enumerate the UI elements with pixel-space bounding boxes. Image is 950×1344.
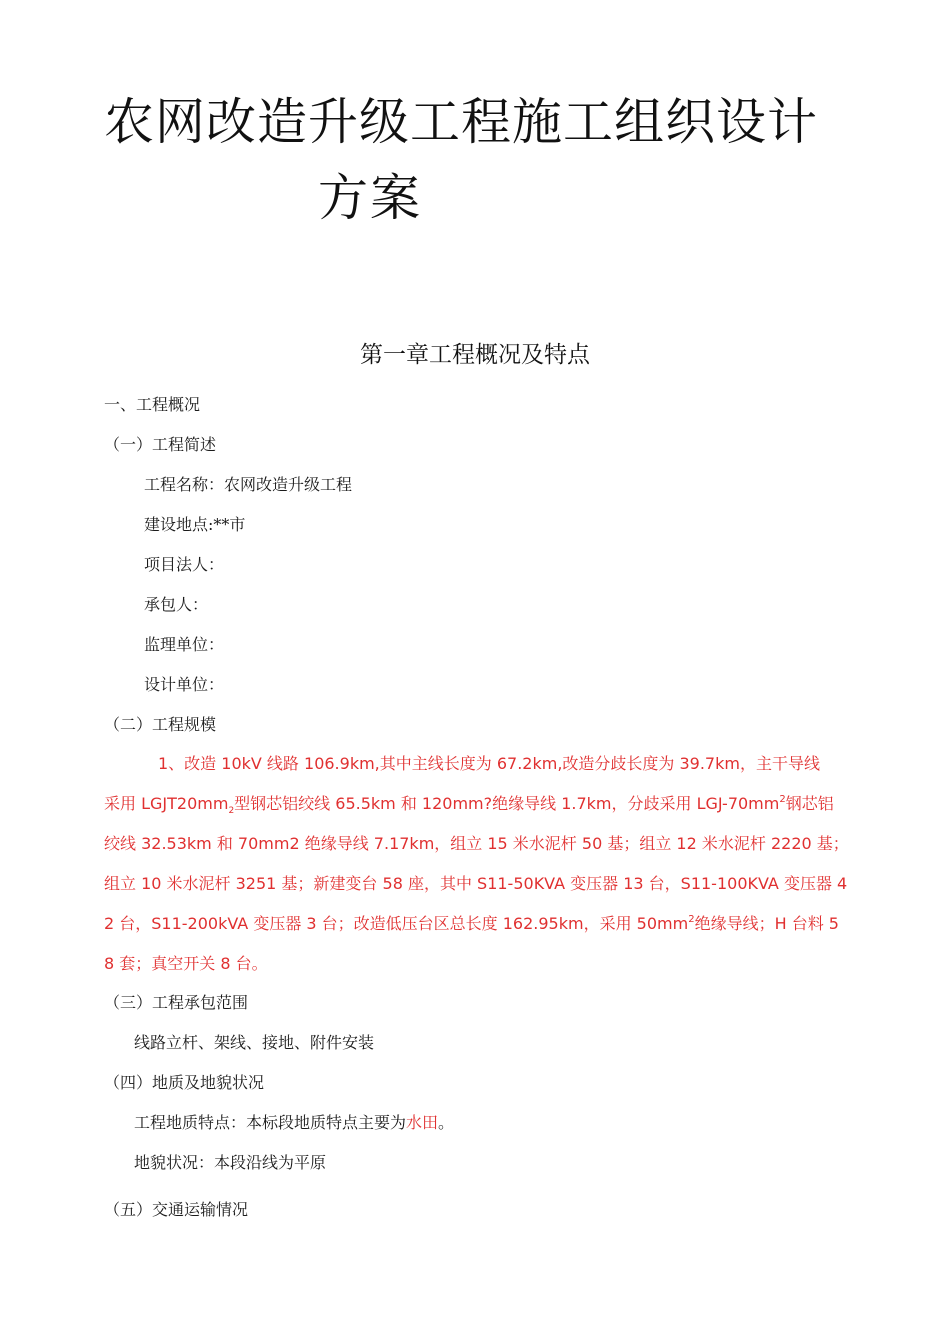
scale-text: 采用 LGJT20mm <box>104 794 229 813</box>
location-field: 建设地点:**市 <box>144 515 246 534</box>
scale-paragraph-line6: 8 套；真空开关 8 台。 <box>104 954 268 973</box>
subsection-heading-scope: （三）工程承包范围 <box>104 993 249 1012</box>
scale-paragraph-line2 <box>104 791 834 817</box>
geology-prefix: 工程地质特点：本标段地质特点主要为 <box>134 1113 407 1132</box>
geology-suffix: 。 <box>438 1113 455 1132</box>
subsection-heading-geology: （四）地质及地貌状况 <box>104 1073 265 1092</box>
landform-text: 地貌状况：本段沿线为平原 <box>134 1153 327 1172</box>
scale-paragraph-line3: 绞线 32.53km 和 70mm2 绝缘导线 7.17km，组立 15 米水泥杆 50 基；组立 12 米水泥杆 2220 基； <box>104 834 849 853</box>
project-name-field: 工程名称：农网改造升级工程 <box>144 475 353 494</box>
subscript: 2 <box>228 806 235 817</box>
supervisor-field: 监理单位： <box>144 635 225 654</box>
scope-text: 线路立杆、架线、接地、附件安装 <box>134 1033 375 1052</box>
subsection-heading-transport: （五）交通运输情况 <box>104 1200 249 1219</box>
scale-text: 钢芯铝 <box>785 794 834 813</box>
legal-person-field: 项目法人： <box>144 555 225 574</box>
contractor-field: 承包人： <box>144 595 209 614</box>
scale-paragraph-line1: 1、改造 10kV 线路 106.9km,其中主线长度为 67.2km,改造分歧长度为 39.7km，主干导线 <box>158 754 820 773</box>
subsection-heading-scale: （二）工程规模 <box>104 715 217 734</box>
scale-paragraph-line5 <box>104 911 839 934</box>
document-title-line2: 方案 <box>318 169 422 227</box>
scale-text: 型钢芯铝绞线 65.5km 和 120mm?绝缘导线 1.7km，分歧采用 LGJ-70mm <box>234 794 780 813</box>
superscript: 2 <box>779 794 786 805</box>
superscript: 2 <box>688 914 695 925</box>
chapter-heading: 第一章工程概况及特点 <box>360 342 590 368</box>
subsection-heading-brief: （一）工程简述 <box>104 435 217 454</box>
section-heading-overview: 一、工程概况 <box>104 395 201 414</box>
designer-field: 设计单位： <box>144 675 225 694</box>
geology-highlight: 水田 <box>406 1113 439 1132</box>
scale-text: 2 台，S11-200kVA 变压器 3 台；改造低压台区总长度 162.95km，采用 50mm <box>104 914 689 933</box>
document-title-line1: 农网改造升级工程施工组织设计 <box>104 93 818 151</box>
geology-text <box>134 1110 454 1133</box>
scale-text: 绝缘导线；H 台料 5 <box>694 914 839 933</box>
scale-paragraph-line4: 组立 10 米水泥杆 3251 基；新建变台 58 座，其中 S11-50KVA 变压器 13 台，S11-100KVA 变压器 4 <box>104 874 848 893</box>
